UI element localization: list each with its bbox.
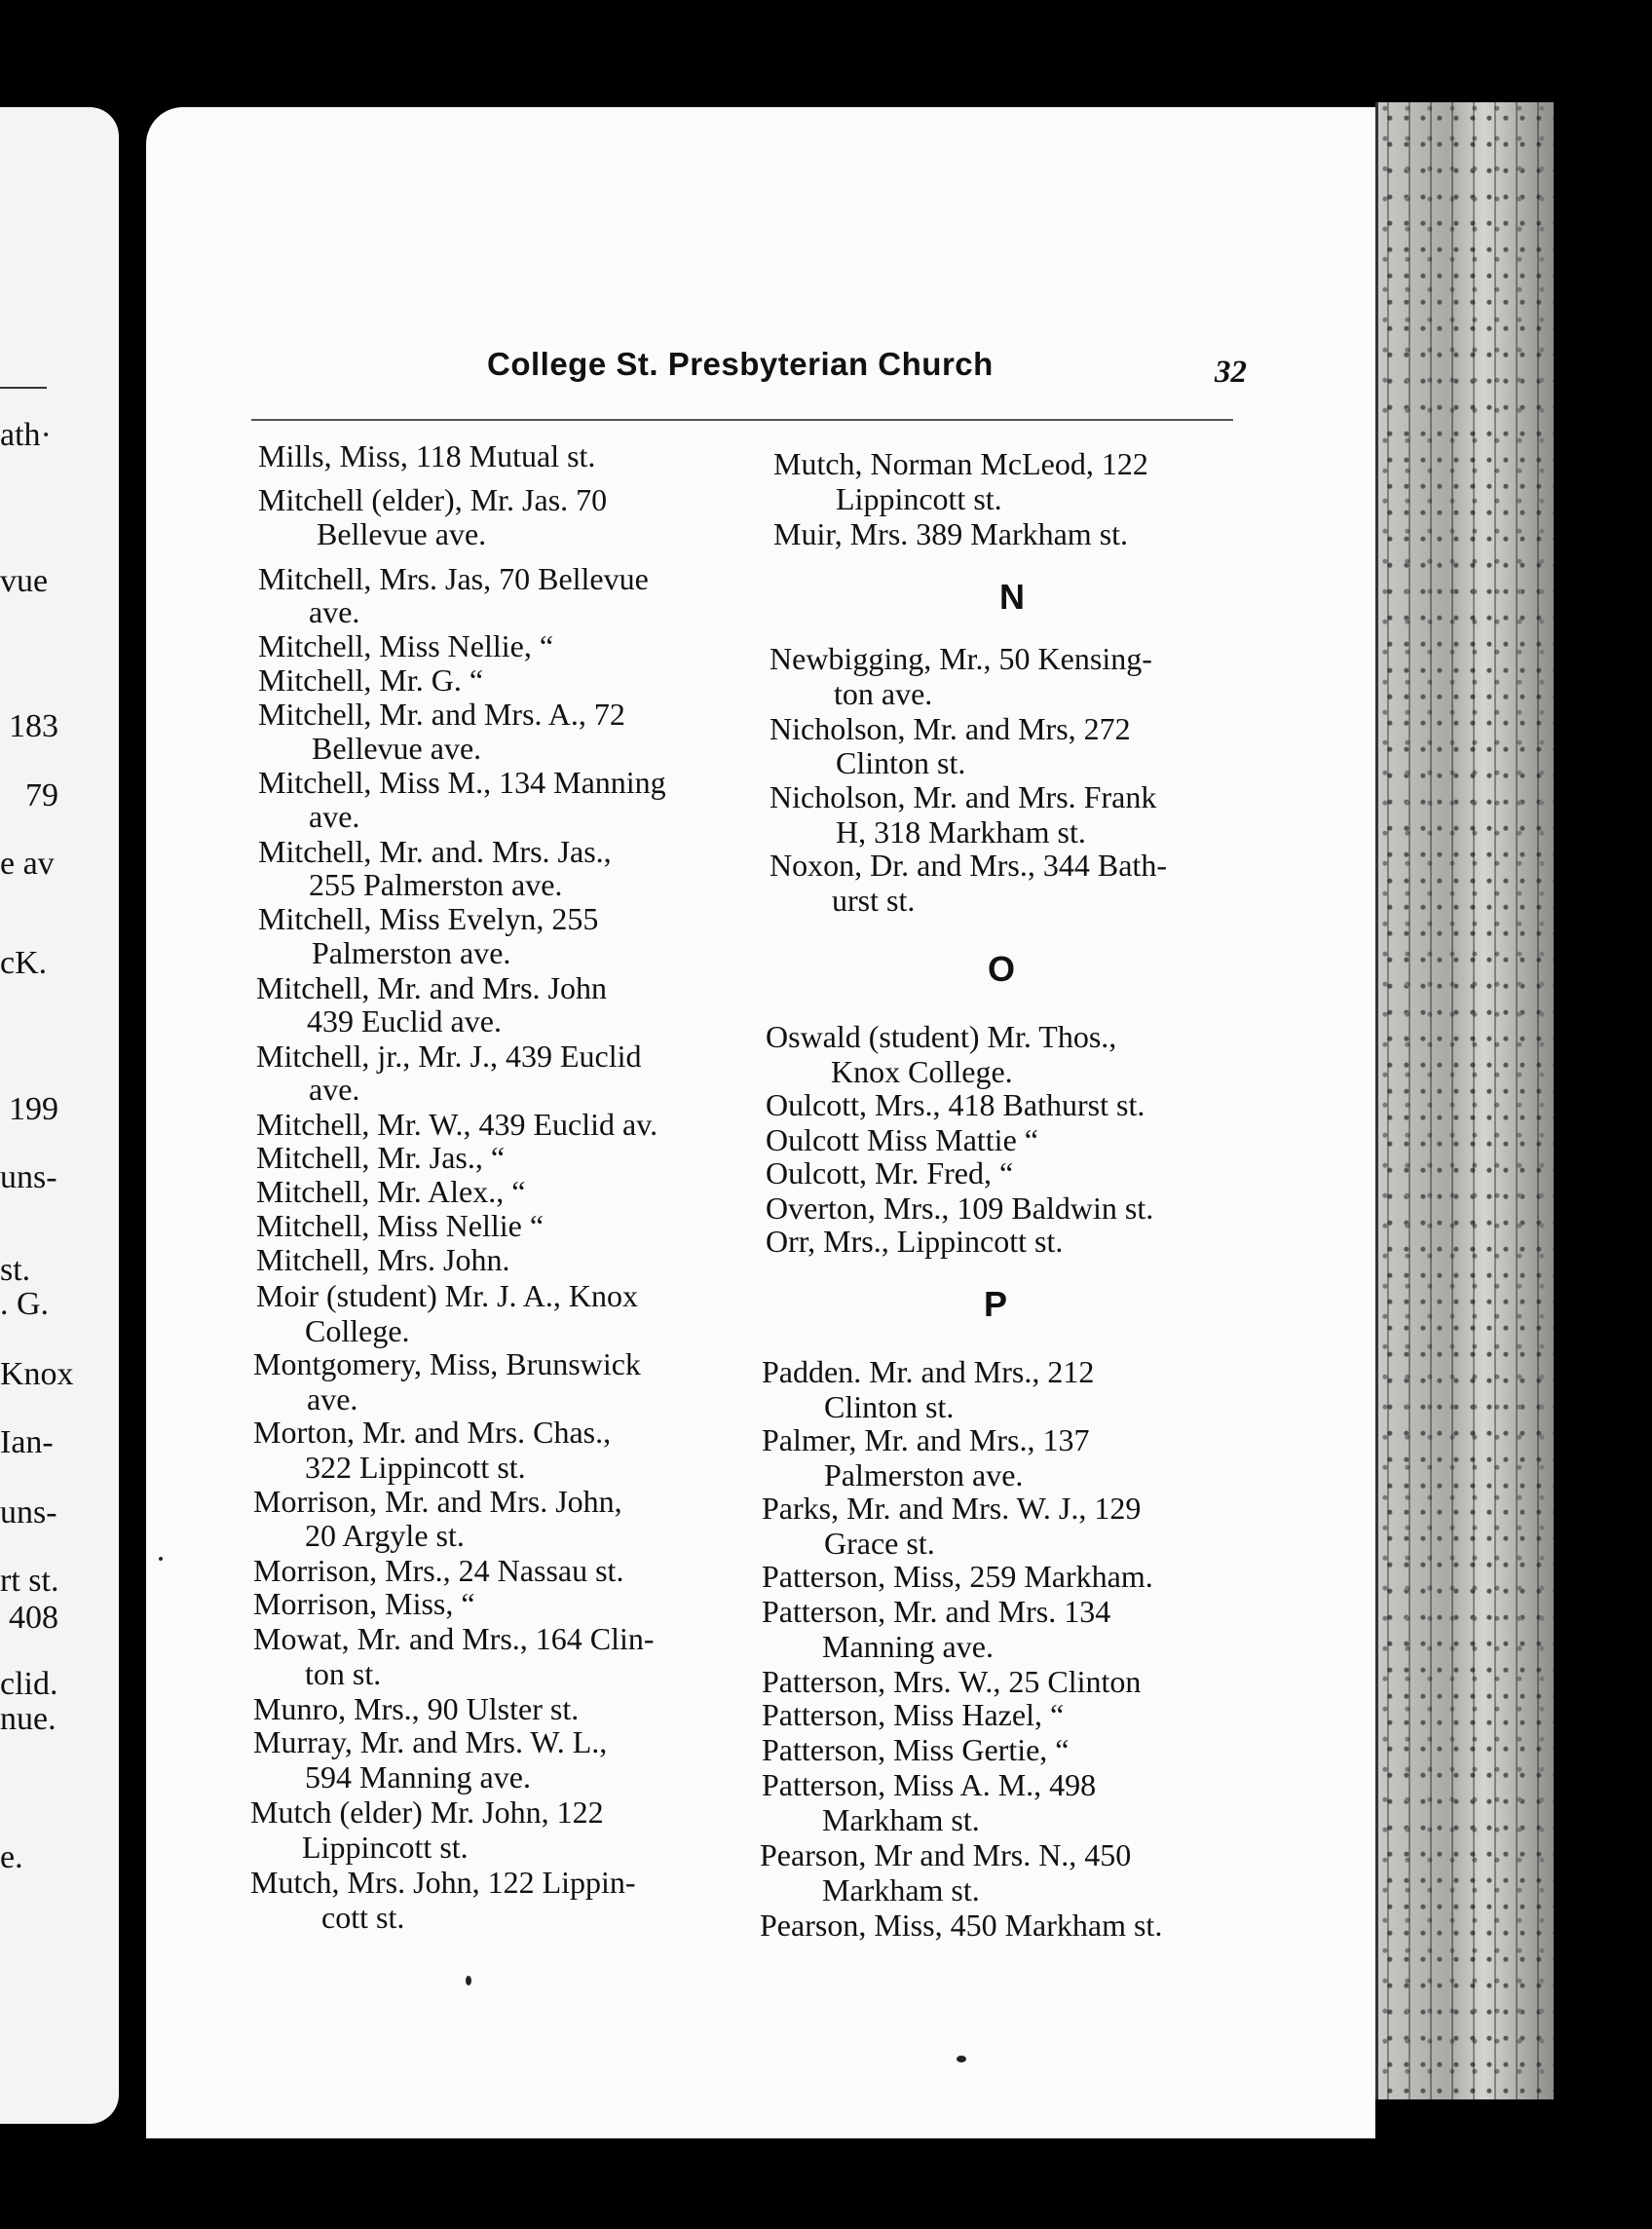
directory-entry: Padden. Mr. and Mrs., 212 [762,1354,1095,1389]
directory-entry: Mitchell, Mr. and Mrs. A., 72 [258,697,625,732]
section-letter-n: N [999,577,1025,617]
directory-entry-continuation: Lippincott st. [836,481,1002,516]
directory-entry-continuation: Markham st. [822,1872,980,1908]
directory-entry-continuation: urst st. [832,883,916,918]
directory-entry: Muir, Mrs. 389 Markham st. [773,516,1129,551]
directory-entry-continuation: ave. [309,594,360,629]
directory-entry-continuation: College. [305,1313,410,1348]
directory-entry-continuation: Bellevue ave. [312,731,482,766]
directory-entry: Oulcott Miss Mattie “ [766,1122,1038,1157]
directory-entry: Pearson, Mr and Mrs. N., 450 [760,1837,1132,1872]
directory-entry-continuation: Palmerston ave. [824,1457,1024,1492]
facing-page-fragment: 183 [9,708,58,744]
directory-entry: Mitchell, Mr. Alex., “ [256,1174,526,1209]
directory-entry: Mitchell, Mr. and. Mrs. Jas., [258,834,612,869]
directory-entry: Overton, Mrs., 109 Baldwin st. [766,1190,1154,1226]
facing-page-rule [0,387,47,389]
directory-entry: Patterson, Miss Hazel, “ [762,1697,1065,1732]
directory-entry: Mutch, Norman McLeod, 122 [773,446,1148,481]
directory-entry: Morrison, Mrs., 24 Nassau st. [253,1553,624,1588]
facing-page-fragment: vue [0,563,49,599]
directory-entry-continuation: Grace st. [824,1526,935,1561]
directory-entry-continuation: Bellevue ave. [317,516,487,551]
facing-page-fragment: ath· [0,417,52,453]
directory-entry: Patterson, Miss A. M., 498 [762,1767,1097,1802]
directory-entry: Mitchell, Miss Nellie, “ [258,628,554,663]
directory-entry: Palmer, Mr. and Mrs., 137 [762,1422,1090,1457]
directory-entry: Mitchell, Mr. and Mrs. John [256,970,607,1005]
directory-entry: Mowat, Mr. and Mrs., 164 Clin- [253,1621,655,1656]
directory-entry-continuation: ave. [309,799,360,834]
directory-entry: Mitchell, Mr. G. “ [258,662,484,698]
directory-entry: Orr, Mrs., Lippincott st. [766,1224,1064,1259]
directory-entry: Newbigging, Mr., 50 Kensing- [770,641,1152,676]
directory-entry-continuation: 594 Manning ave. [305,1759,531,1795]
section-letter-o: O [988,949,1016,989]
directory-entry-continuation: Palmerston ave. [312,935,511,970]
directory-entry-continuation: H, 318 Markham st. [836,814,1086,850]
directory-entry: Mitchell, jr., Mr. J., 439 Euclid [256,1039,642,1074]
directory-entry: Mitchell, Miss Nellie “ [256,1208,544,1243]
directory-entry: Mitchell, Mr. Jas., “ [256,1140,506,1175]
directory-entry: Pearson, Miss, 450 Markham st. [760,1908,1163,1943]
directory-entry-continuation: 20 Argyle st. [305,1518,465,1553]
directory-entry: Nicholson, Mr. and Mrs, 272 [770,711,1131,746]
directory-entry-continuation: Manning ave. [822,1629,994,1664]
ink-speck [159,1557,163,1561]
directory-entry: Mitchell, Mrs. Jas, 70 Bellevue [258,561,649,596]
directory-entry: Mutch, Mrs. John, 122 Lippin- [250,1865,636,1900]
directory-entry: Noxon, Dr. and Mrs., 344 Bath- [770,848,1167,883]
directory-entry-continuation: 255 Palmerston ave. [309,867,563,902]
directory-entry: Morrison, Miss, “ [253,1586,475,1621]
directory-entry-continuation: 439 Euclid ave. [307,1003,502,1039]
directory-entry: Patterson, Miss Gertie, “ [762,1732,1070,1767]
directory-entry-continuation: Clinton st. [836,745,966,780]
directory-entry: Oulcott, Mrs., 418 Bathurst st. [766,1087,1145,1122]
facing-page-fragment: Knox [0,1356,74,1392]
directory-entry-continuation: ave. [307,1381,358,1417]
facing-page-fragment: 408 [9,1600,58,1636]
directory-entry-continuation: ave. [309,1072,360,1107]
directory-entry: Mitchell, Mr. W., 439 Euclid av. [256,1107,658,1142]
directory-entry-continuation: 322 Lippincott st. [305,1450,526,1485]
directory-entry: Oulcott, Mr. Fred, “ [766,1155,1014,1190]
directory-entry: Oswald (student) Mr. Thos., [766,1019,1117,1054]
facing-page-fragment: nue. [0,1701,56,1737]
directory-entry: Patterson, Miss, 259 Markham. [762,1559,1153,1594]
directory-entry: Mills, Miss, 118 Mutual st. [258,438,596,473]
directory-entry: Patterson, Mrs. W., 25 Clinton [762,1664,1142,1699]
facing-page-fragment: 79 [25,777,58,813]
directory-entry: Mutch (elder) Mr. John, 122 [250,1795,604,1830]
directory-entry: Moir (student) Mr. J. A., Knox [256,1278,638,1313]
directory-entry: Murray, Mr. and Mrs. W. L., [253,1724,608,1759]
facing-page [0,107,119,2124]
facing-page-fragment: rt st. [0,1563,59,1599]
directory-entry: Mitchell, Mrs. John. [256,1242,510,1277]
directory-entry-continuation: Knox College. [831,1054,1013,1089]
directory-entry: Parks, Mr. and Mrs. W. J., 129 [762,1491,1142,1526]
book-page-edges [1375,102,1554,2099]
facing-page-fragment: 199 [9,1091,58,1127]
facing-page-fragment: clid. [0,1666,58,1702]
directory-entry-continuation: Markham st. [822,1802,980,1837]
facing-page-fragment: Ian- [0,1424,54,1460]
facing-page-fragment: uns- [0,1159,57,1195]
directory-entry-continuation: ton st. [305,1656,382,1691]
directory-entry-continuation: cott st. [321,1900,405,1935]
facing-page-fragment: uns- [0,1494,57,1530]
directory-entry: Mitchell (elder), Mr. Jas. 70 [258,482,608,517]
page-title: College St. Presbyterian Church [487,346,994,382]
facing-page-fragment: cK. [0,945,48,981]
ink-speck [466,1976,471,1985]
directory-entry-continuation: ton ave. [834,676,933,711]
directory-entry-continuation: Lippincott st. [302,1830,469,1865]
section-letter-p: P [984,1284,1008,1324]
facing-page-fragment: e av [0,846,55,882]
directory-entry: Patterson, Mr. and Mrs. 134 [762,1594,1111,1629]
facing-page-fragment: st. [0,1252,31,1288]
facing-page-fragment: e. [0,1839,23,1875]
facing-page-fragment: . G. [0,1286,50,1322]
ink-speck [957,2056,966,2062]
directory-entry: Morrison, Mr. and Mrs. John, [253,1484,622,1519]
directory-entry: Morton, Mr. and Mrs. Chas., [253,1415,612,1450]
directory-entry: Mitchell, Miss Evelyn, 255 [258,901,599,936]
page-number: 32 [1215,355,1247,390]
directory-entry: Munro, Mrs., 90 Ulster st. [253,1691,580,1726]
directory-entry: Montgomery, Miss, Brunswick [253,1346,641,1381]
header-rule [251,419,1233,421]
directory-entry: Nicholson, Mr. and Mrs. Frank [770,779,1157,814]
directory-entry: Mitchell, Miss M., 134 Manning [258,765,666,800]
directory-entry-continuation: Clinton st. [824,1389,955,1424]
